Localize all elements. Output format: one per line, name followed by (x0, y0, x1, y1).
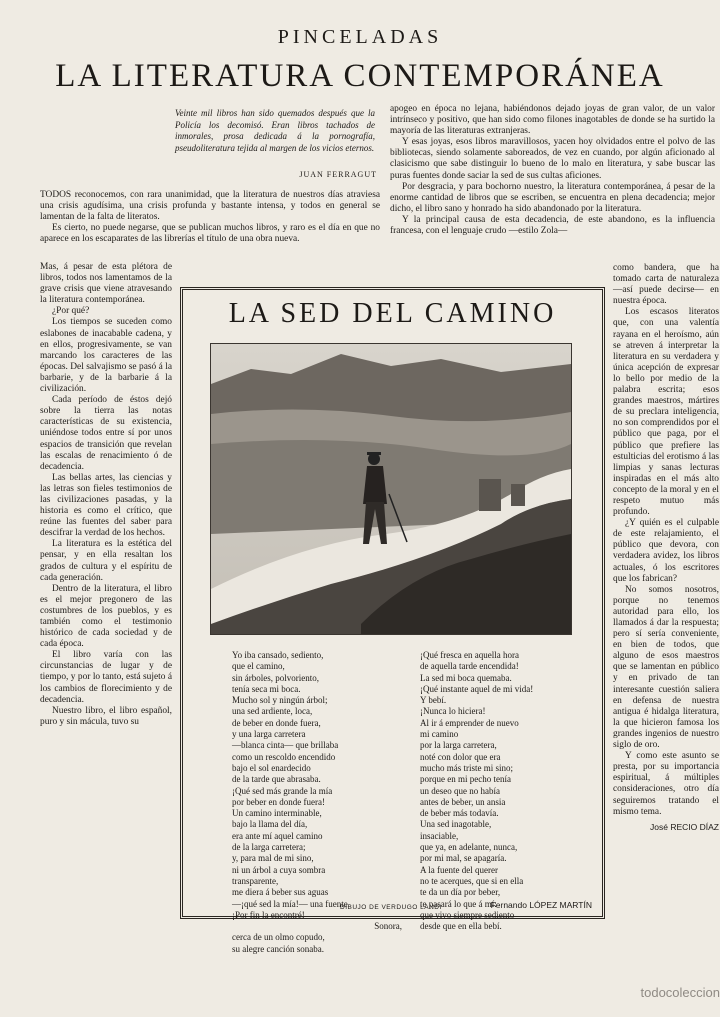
paragraph: Es cierto, no puede negarse, que se publican muchos libros, y raro es el día en que no aparece en los escaparates de las librerías el título de una obra nueva. (40, 223, 380, 245)
paragraph: No somos nosotros, porque no tenemos autoridad para ello, los llamados á dar la respuesta; pero sí sería conveniente, en bien de todos, que alguno de esos maestros que se lamentan en público y en privado de tan interesante cuestión saliera en defensa de nuestra antigua é hidalga literatura, la que hicieron famosa los grandes ingenios de nuestro siglo de oro. (613, 584, 719, 751)
poem-line: —blanca cinta— que brillaba (232, 740, 339, 751)
poem-line: ¡Nunca lo hiciera! (420, 706, 486, 717)
poem-line: una sed ardiente, loca, (232, 706, 313, 717)
article-right-column (613, 263, 719, 948)
poem-line: La sed mi boca quemaba. (420, 672, 512, 683)
paragraph: Los escasos literatos que, con una valentía rayana en el heroísmo, aún se atreven á interpretar la literatura en su verdadera y única acepción de expresar lo bello por medio de la palabra escrita; esos grandes maestros, mártires de su preclara inteligencia, no son comprendidos por el público que paga, por el público que prefiere las estulticias del erotismo á las limpias y sanas lecturas inspiradas en el más alto concepto de la moral y en el respeto mutuo más profundo. (613, 307, 719, 518)
paragraph: Mas, á pesar de esta plétora de libros, todos nos lamentamos de la grave crisis que viene atravesando la literatura contemporánea. (40, 262, 172, 306)
article-top-right (390, 104, 715, 266)
poem-line: que vivo siempre sediento (420, 909, 515, 920)
poem-line: de beber más todavía. (420, 808, 499, 819)
paragraph: apogeo en época no lejana, habiéndonos dejado joyas de gran valor, de un valor intrínseco y positivo, que han sido como filones inagotables de donde se ha surtido la mayoría de las literaturas extranjeras. (390, 104, 715, 137)
poem-line: de beber en donde fuera, (232, 717, 321, 728)
poem-line: antes de beber, un ansia (420, 796, 506, 807)
paragraph: Y la principal causa de esta decadencia, de este abandono, es la influencia francesa, con el lenguaje crudo —estilo Zola— (390, 214, 715, 237)
poem-line: como un rescoldo encendido (232, 751, 336, 762)
poem-line: —¡qué sed la mía!— una fuente (232, 898, 348, 909)
article-title: LA LITERATURA CONTEMPORÁNEA (55, 58, 665, 94)
paragraph: Las bellas artes, las ciencias y las letras son fieles testimonios de las civilizaciones pasadas, y la historia es como el crítico, que reúne las fuentes del saber para descifrar la verdad de los hechos. (40, 472, 172, 539)
poem-line: porque en mi pecho tenía (420, 774, 511, 785)
poem-line: transparente, (232, 875, 279, 886)
poem-line: de la larga carretera; (232, 842, 306, 853)
poem-line: Mucho sol y ningún árbol; (232, 695, 328, 706)
article-left-column (40, 262, 172, 902)
poem-line: te pasará lo que á mí: (420, 898, 497, 909)
paragraph: Por desgracia, y para bochorno nuestro, la literatura contemporánea, á pesar de la enorme cantidad de libros que se escriben, se encuentra en plena decadencia; mejor dicho, el libro sano y honrado ha sido abandonado por la literatura. (390, 181, 715, 214)
article-intro (40, 190, 380, 262)
paragraph: Y como este asunto se presta, por su importancia espiritual, á múltiples consideraciones, otro día seguiremos tratando el mismo tema. (613, 751, 719, 817)
paragraph: Nuestro libro, el libro español, puro y sin mácula, tuvo su (40, 705, 172, 727)
paragraph: Dentro de la literatura, el libro es el mejor pregonero de las costumbres de los pueblos, y es también como el testimonio histórico de cada sociedad y de cada época. (40, 583, 172, 650)
epigraph: Veinte mil libros han sido quemados después que la Policía los decomisó. Eran libros tachados de inmorales, prosa dedicada á la pornografía, pseudoliteratura tejida al margen de los vicios eternos. (175, 108, 375, 153)
poem-line: insaciable, (420, 830, 459, 841)
poem-line: era ante mí aquel camino (232, 830, 323, 841)
poem-line: Y bebí. (420, 695, 447, 706)
illustration-credit: DIBUJO DE VERDUGO LANDI (340, 904, 442, 911)
poem-line: ¡Qué fresca en aquella hora (420, 650, 519, 660)
paragraph: La literatura es la estética del pensar, y en ella resaltan los grados de cultura y el espíritu de cada generación. (40, 539, 172, 583)
poem-line: mucho más triste mi sino; (420, 762, 513, 773)
poem-line: Una sed inagotable, (420, 819, 492, 830)
poem-line: Un camino interminable, (232, 808, 322, 819)
poem-line: sin árboles, polvoriento, (232, 672, 319, 683)
poem-title: LA SED DEL CAMINO (228, 298, 557, 329)
walker-landscape-icon (211, 344, 571, 634)
poem-author: Fernando LÓPEZ MARTÍN (490, 900, 592, 910)
paragraph: ¿Y quién es el culpable de este relajamiento, el público que devora, con verdadera avidez, los libros actuales, ó los escritores que los fabrican? (613, 518, 719, 584)
paragraph: Cada período de éstos dejó sobre la tierra las notas características de su existencia, uniéndose todos entre sí por unos espacios de transición que revelan las escalas de renacimiento ó de decadencia. (40, 395, 172, 472)
poem-line: su alegre canción sonaba. (232, 943, 324, 954)
article-author: José RECIO DÍAZ (650, 821, 719, 832)
poem-line: A la fuente del querer (420, 864, 498, 875)
poem-line: que el camino, (232, 661, 285, 672)
poem-line: no te acerques, que si en ella (420, 875, 524, 886)
poem-line: por la larga carretera, (420, 740, 497, 751)
poem-line: de la tarde que abrasaba. (232, 774, 321, 785)
paragraph: TODOS reconocemos, con rara unanimidad, que la literatura de nuestros días atraviesa una crisis agudísima, una crisis profunda y bastante intensa, y todos en general se lamentan de la falta de literatos. (40, 190, 380, 223)
poem-line: y, para mal de mi sino, (232, 853, 314, 864)
poem-line: por beber en donde fuera! (232, 796, 325, 807)
poem-line: bajo la llama del día, (232, 819, 308, 830)
poem-line: desde que en ella bebí. (420, 921, 502, 932)
poem-line: mi camino (420, 729, 459, 740)
paragraph: ¿Por qué? (52, 306, 90, 317)
poem-line: que ya, en adelante, nunca, (420, 842, 518, 853)
poem-line: tenía seca mi boca. (232, 683, 301, 694)
paragraph: El libro varía con las circunstancias de lugar y de tiempo, y por lo tanto, está sujeto á los cambios de florecimiento y de decadencia. (40, 650, 172, 705)
section-kicker: PINCELADAS (277, 26, 443, 48)
poem-line: cerca de un olmo copudo, (232, 932, 325, 943)
poem-line: ni un árbol a cuya sombra (232, 864, 326, 875)
poem-line: noté con dolor que era (420, 751, 501, 762)
poem-line: ¡Qué sed más grande la mía (232, 785, 333, 796)
poem-line: ¡Qué instante aquel de mi vida! (420, 683, 534, 694)
poem-line: ¡Por fin la encontré! (232, 909, 305, 920)
poem-line: bajo el sol enardecido (232, 762, 311, 773)
poem-line: de aquella tarde encendida! (420, 661, 519, 672)
poem-line: me diera á beber sus aguas (232, 887, 329, 898)
watermark: todocoleccion (640, 985, 720, 1000)
paragraph: como bandera, que ha tomado carta de naturaleza —así puede decirse— en nuestra época. (613, 263, 719, 307)
epigraph-author: JUAN FERRAGUT (299, 170, 377, 179)
poem-line: por mi mal, se apagaría. (420, 853, 507, 864)
poem-line: un deseo que no había (420, 785, 500, 796)
paragraph: Los tiempos se suceden como eslabones de inacabable cadena, y en ellos, progresivamente, se van marcando los caracteres de las épocas. Del salvajismo se pasó á la barbarie, y de la barbarie á la civilización. (40, 317, 172, 395)
poem-line: y una larga carretera (232, 729, 306, 740)
poem-line: Sonora, (374, 921, 402, 932)
poem-line: Al ir á emprender de nuevo (420, 717, 519, 728)
poem-line: te da un día por beber, (420, 887, 501, 898)
poem-line: Yo iba cansado, sediento, (232, 650, 324, 660)
landscape-illustration (210, 343, 572, 635)
paragraph: Y esas joyas, esos libros maravillosos, yacen hoy olvidados entre el polvo de las bibliotecas, siendo solamente saboreados, de vez en cuando, por algún aficionado al clasicismo que sabe distinguir lo bueno de lo malo en literatura, y sabe buscar las puras fuentes donde saciar la sed de sus cultas aficiones. (390, 137, 715, 181)
